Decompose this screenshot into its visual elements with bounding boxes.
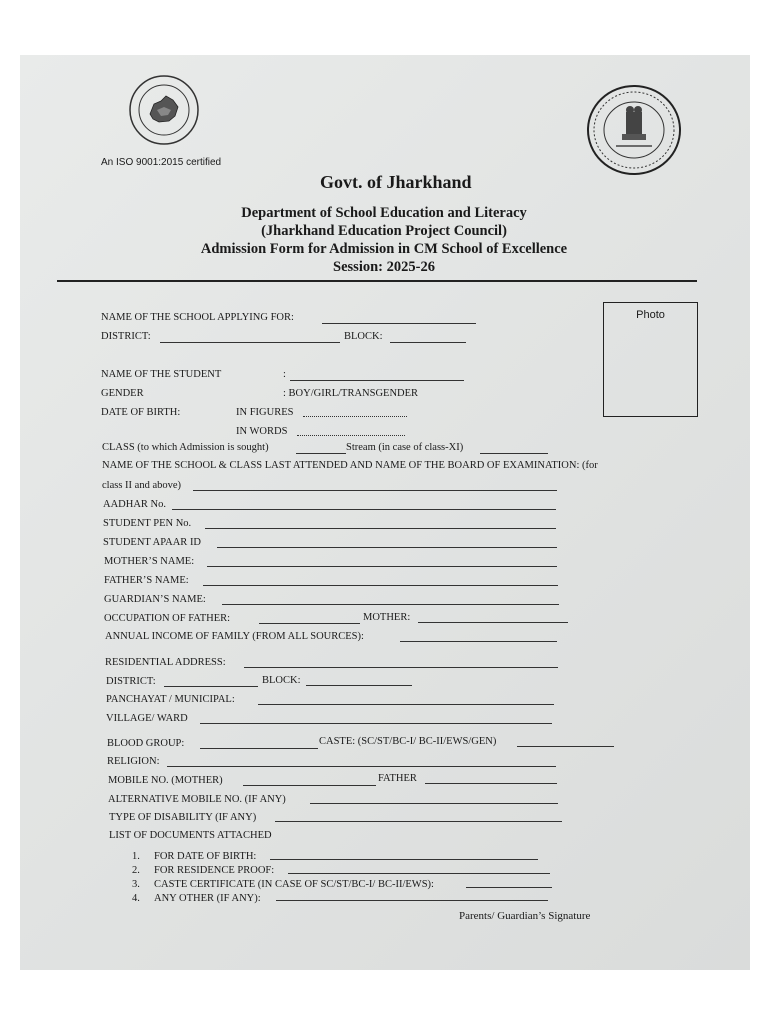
address-label: RESIDENTIAL ADDRESS: — [105, 657, 226, 668]
gender-options[interactable]: : BOY/GIRL/TRANSGENDER — [283, 388, 419, 399]
income-label: ANNUAL INCOME OF FAMILY (FROM ALL SOURCES): — [105, 631, 364, 642]
mother-name-label: MOTHER’S NAME: — [104, 556, 195, 567]
doc-2-number: 2. — [132, 865, 140, 876]
caste-field[interactable] — [517, 746, 614, 747]
income-field[interactable] — [400, 641, 557, 642]
guardian-signature-label: Parents/ Guardian’s Signature — [459, 910, 591, 922]
village-label: VILLAGE/ WARD — [106, 713, 188, 724]
mother-name-field[interactable] — [207, 566, 557, 567]
apaar-field[interactable] — [217, 547, 557, 548]
form-title: Admission Form for Admission in CM School of Excellence — [200, 241, 568, 257]
government-seal-logo — [586, 84, 682, 176]
doc-3-label: CASTE CERTIFICATE (IN CASE OF SC/ST/BC-I/ BC-II/EWS): — [154, 879, 434, 890]
disability-field[interactable] — [275, 821, 562, 822]
guardian-name-label: GUARDIAN’S NAME: — [104, 594, 206, 605]
block2-label: BLOCK: — [262, 675, 301, 686]
alt-mobile-label: ALTERNATIVE MOBILE NO. (IF ANY) — [108, 794, 286, 805]
doc-1-label: FOR DATE OF BIRTH: — [154, 851, 257, 862]
blood-group-label: BLOOD GROUP: — [107, 738, 185, 749]
mobile-mother-field[interactable] — [243, 785, 376, 786]
district-label: DISTRICT: — [101, 331, 151, 342]
photo-label: Photo — [636, 309, 665, 321]
father-name-field[interactable] — [203, 585, 558, 586]
govt-heading: Govt. of Jharkhand — [320, 172, 472, 192]
caste-label: CASTE: (SC/ST/BC-I/ BC-II/EWS/GEN) — [319, 736, 497, 747]
pen-label: STUDENT PEN No. — [103, 518, 192, 529]
block-field[interactable] — [390, 342, 466, 343]
mobile-father-label: FATHER — [378, 773, 417, 784]
council-heading: (Jharkhand Education Project Council) — [261, 223, 507, 239]
header-rule — [57, 280, 697, 282]
district-field[interactable] — [160, 342, 340, 343]
panchayat-label: PANCHAYAT / MUNICIPAL: — [106, 694, 235, 705]
mobile-mother-label: MOBILE NO. (MOTHER) — [108, 775, 223, 786]
dob-figures-field[interactable] — [303, 416, 407, 417]
dob-label: DATE OF BIRTH: — [101, 407, 181, 418]
panchayat-field[interactable] — [258, 704, 554, 705]
department-heading: Department of School Education and Literacy — [241, 205, 527, 221]
iso-certification-note: An ISO 9001:2015 certified — [101, 157, 222, 168]
school-applying-field[interactable] — [322, 323, 476, 324]
doc-3-number: 3. — [132, 879, 140, 890]
last-school-label-cont: class II and above) — [102, 480, 182, 491]
block2-field[interactable] — [306, 685, 412, 686]
doc-3-field[interactable] — [466, 887, 552, 888]
mobile-father-field[interactable] — [425, 783, 557, 784]
class-label: CLASS (to which Admission is sought) — [102, 442, 269, 453]
doc-4-field[interactable] — [276, 900, 548, 901]
district2-label: DISTRICT: — [106, 676, 156, 687]
gender-label: GENDER — [101, 388, 144, 399]
student-name-colon: : — [283, 369, 286, 380]
religion-label: RELIGION: — [107, 756, 160, 767]
photo-box[interactable] — [603, 302, 698, 417]
occupation-mother-label: MOTHER: — [363, 612, 411, 623]
occupation-mother-field[interactable] — [418, 622, 568, 623]
doc-2-field[interactable] — [288, 873, 550, 874]
jepc-seal-logo — [128, 74, 200, 146]
school-applying-label: NAME OF THE SCHOOL APPLYING FOR: — [101, 312, 294, 323]
aadhar-label: AADHAR No. — [103, 499, 166, 510]
disability-label: TYPE OF DISABILITY (IF ANY) — [109, 812, 257, 823]
alt-mobile-field[interactable] — [310, 803, 558, 804]
doc-1-number: 1. — [132, 851, 140, 862]
dob-words-label: IN WORDS — [236, 426, 288, 437]
apaar-label: STUDENT APAAR ID — [103, 537, 202, 548]
dob-figures-label: IN FIGURES — [236, 407, 294, 418]
block-label: BLOCK: — [344, 331, 383, 342]
doc-4-number: 4. — [132, 893, 140, 904]
last-school-field[interactable] — [193, 490, 557, 491]
guardian-name-field[interactable] — [222, 604, 559, 605]
pen-field[interactable] — [205, 528, 556, 529]
father-name-label: FATHER’S NAME: — [104, 575, 189, 586]
student-name-field[interactable] — [290, 380, 464, 381]
district2-field[interactable] — [164, 686, 258, 687]
occupation-father-field[interactable] — [259, 623, 360, 624]
aadhar-field[interactable] — [172, 509, 556, 510]
last-school-label: NAME OF THE SCHOOL & CLASS LAST ATTENDED AND NAME OF THE BOARD OF EXAMINATION: (for — [102, 460, 598, 471]
doc-1-field[interactable] — [270, 859, 538, 860]
student-name-label: NAME OF THE STUDENT — [101, 369, 222, 380]
doc-4-label: ANY OTHER (IF ANY): — [154, 893, 261, 904]
address-field[interactable] — [244, 667, 558, 668]
blood-group-field[interactable] — [200, 748, 318, 749]
occupation-father-label: OCCUPATION OF FATHER: — [104, 613, 231, 624]
stream-label: Stream (in case of class-XI) — [346, 442, 464, 453]
session-heading: Session: 2025-26 — [333, 259, 435, 275]
doc-2-label: FOR RESIDENCE PROOF: — [154, 865, 275, 876]
stream-field[interactable] — [480, 453, 548, 454]
dob-words-field[interactable] — [297, 435, 405, 436]
documents-label: LIST OF DOCUMENTS ATTACHED — [109, 830, 272, 841]
religion-field[interactable] — [167, 766, 556, 767]
village-field[interactable] — [200, 723, 552, 724]
class-field[interactable] — [296, 453, 346, 454]
